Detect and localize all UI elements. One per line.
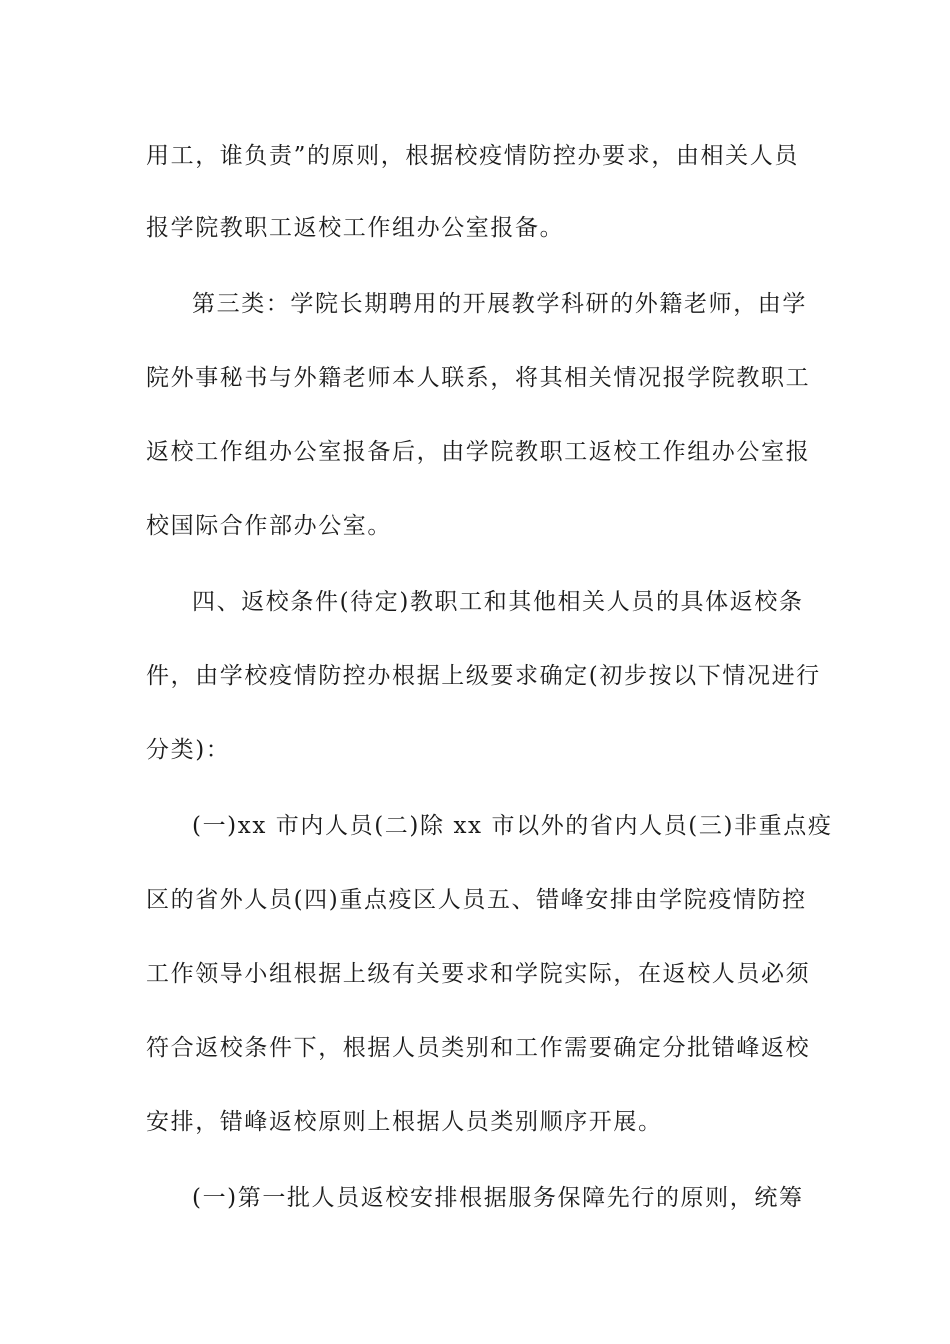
paragraph-start-line: 四、返校条件(待定)教职工和其他相关人员的具体返校条 [192,589,804,615]
text-line: 工作领导小组根据上级有关要求和学院实际，在返校人员必须 [146,961,811,987]
text-line: 返校工作组办公室报备后，由学院教职工返校工作组办公室报 [146,439,811,465]
text-line: 件，由学校疫情防控办根据上级要求确定(初步按以下情况进行 [146,663,821,689]
text-line: 安排，错峰返校原则上根据人员类别顺序开展。 [146,1109,663,1135]
paragraph-start-line: 第三类：学院长期聘用的开展教学科研的外籍老师，由学 [192,291,807,317]
text-line: 报学院教职工返校工作组办公室报备。 [146,215,565,241]
text-line: 校国际合作部办公室。 [146,513,392,539]
text-line: 分类)： [146,737,231,763]
text-line: 院外事秘书与外籍老师本人联系，将其相关情况报学院教职工 [146,365,811,391]
text-line: 用工，谁负责”的原则，根据校疫情防控办要求，由相关人员 [146,143,799,169]
text-line: 符合返校条件下，根据人员类别和工作需要确定分批错峰返校 [146,1035,811,1061]
paragraph-start-line: (一)xx 市内人员(二)除 xx 市以外的省内人员(三)非重点疫 [192,813,833,839]
paragraph-start-line: (一)第一批人员返校安排根据服务保障先行的原则，统筹 [192,1185,804,1211]
text-line: 区的省外人员(四)重点疫区人员五、错峰安排由学院疫情防控 [146,887,807,913]
